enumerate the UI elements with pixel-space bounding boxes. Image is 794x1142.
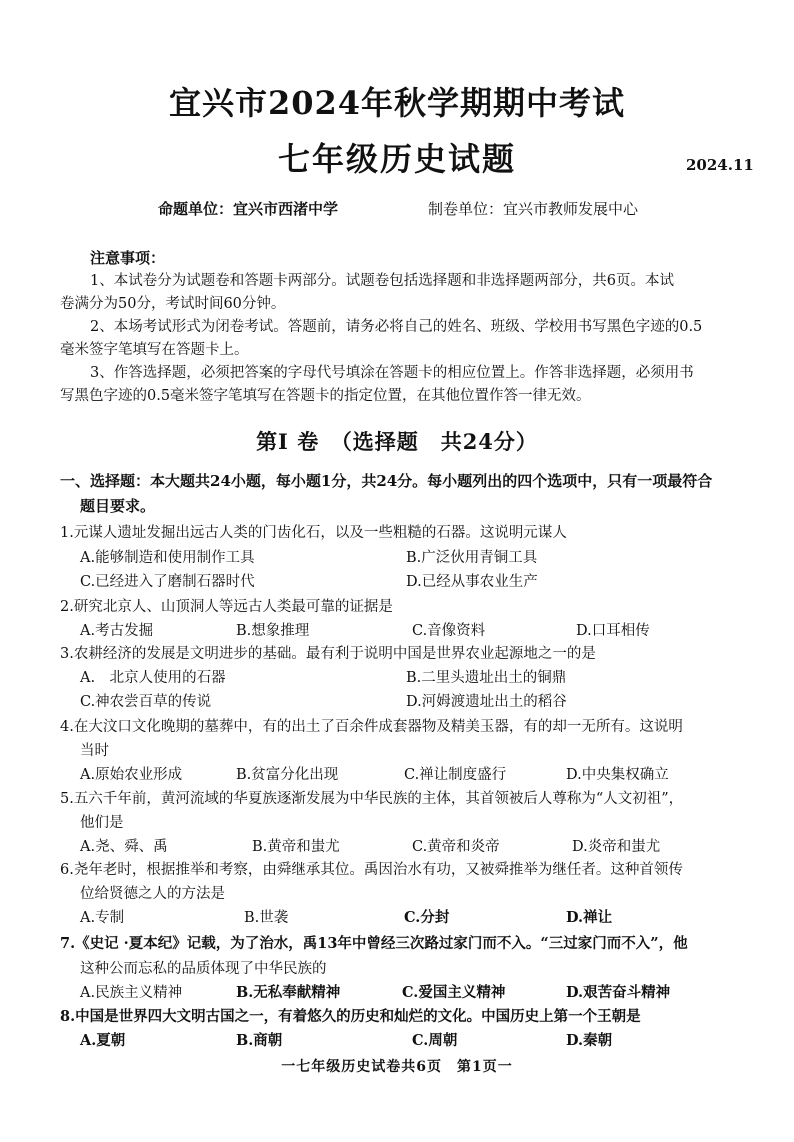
page-footer: 一七年级历史试卷共6页 第1页一 xyxy=(281,1059,513,1075)
question-5-stem-line1: 5.五六千年前，黄河流域的华夏族逐渐发展为中华民族的主体，其首领被后人尊称为“人文初祖”， xyxy=(60,791,684,807)
question-4-option-b: B.贫富分化出现 xyxy=(236,767,339,783)
question-5-option-d: D.炎帝和蚩尤 xyxy=(572,839,661,855)
setting-unit: 命题单位：宜兴市西渚中学 xyxy=(158,200,339,218)
question-5-option-c: C.黄帝和炎帝 xyxy=(412,839,500,855)
question-6-stem-line1: 6.尧年老时，根据推举和考察，由舜继承其位。禹因治水有功，又被舜推举为继任者。这种首领传 xyxy=(60,862,683,878)
question-7-option-d: D.艰苦奋斗精神 xyxy=(566,984,671,1001)
section-instructions-line2: 题目要求。 xyxy=(80,497,156,515)
question-4-option-c: C.禅让制度盛行 xyxy=(404,767,507,783)
question-8-stem: 8.中国是世界四大文明古国之一，有着悠久的历史和灿烂的文化。中国历史上第一个王朝是 xyxy=(60,1008,641,1025)
question-1-stem: 1.元谋人遗址发掘出远古人类的门齿化石，以及一些粗糙的石器。这说明元谋人 xyxy=(60,525,567,541)
question-3-option-a: A. 北京人使用的石器 xyxy=(80,670,226,686)
note-1-line1: 1、本试卷分为试题卷和答题卡两部分。试题卷包括选择题和非选择题两部分，共6页。本试 xyxy=(90,273,674,289)
question-6-option-a: A.专制 xyxy=(80,910,125,926)
question-3-option-b: B.二里头遗址出土的铜鼎 xyxy=(406,670,567,686)
question-1-option-d: D.已经从事农业生产 xyxy=(406,574,538,590)
question-6-stem-line2: 位给贤德之人的方法是 xyxy=(80,886,225,902)
question-1-option-a: A.能够制造和使用制作工具 xyxy=(80,550,255,566)
question-2-option-b: B.想象推理 xyxy=(236,623,310,639)
question-1-option-c: C.已经进入了磨制石器时代 xyxy=(80,574,255,590)
question-4-option-d: D.中央集权确立 xyxy=(566,767,669,783)
question-4-stem-line1: 4.在大汶口文化晚期的墓葬中，有的出土了百余件成套器物及精美玉器，有的却一无所有。这说明 xyxy=(60,719,683,735)
note-3-line2: 写黑色字迹的0.5毫米签字笔填写在答题卡的指定位置，在其他位置作答一律无效。 xyxy=(60,388,591,404)
question-2-option-d: D.口耳相传 xyxy=(576,623,650,639)
exam-subtitle: 七年级历史试题 xyxy=(277,140,516,178)
note-3-line1: 3、作答选择题，必须把答案的字母代号填涂在答题卡的相应位置上。作答非选择题，必须用书 xyxy=(90,365,694,381)
question-7-option-b: B.无私奉献精神 xyxy=(236,984,341,1001)
question-8-option-d: D.秦朝 xyxy=(566,1032,613,1049)
section-instructions-line1: 一、选择题：本大题共24小题，每小题1分，共24分。每小题列出的四个选项中，只有一项最符合 xyxy=(60,472,713,490)
question-2-option-c: C.音像资料 xyxy=(412,623,486,639)
question-7-option-a: A.民族主义精神 xyxy=(80,985,183,1001)
exam-date: 2024.11 xyxy=(686,156,754,174)
question-2-option-a: A.考古发掘 xyxy=(80,623,154,639)
question-3-stem: 3.农耕经济的发展是文明进步的基础。最有利于说明中国是世界农业起源地之一的是 xyxy=(60,646,596,662)
note-2-line1: 2、本场考试形式为闭卷考试。答题前，请务必将自己的姓名、班级、学校用书写黑色字迹的0.5 xyxy=(90,319,703,335)
question-8-option-a: A.夏朝 xyxy=(80,1032,126,1049)
question-7-option-c: C.爱国主义精神 xyxy=(402,984,506,1001)
question-7-stem-line2: 这种公而忘私的品质体现了中华民族的 xyxy=(80,961,327,977)
question-4-stem-line2: 当时 xyxy=(80,743,109,759)
question-6-option-c: C.分封 xyxy=(404,909,450,926)
question-1-option-b: B.广泛伙用青铜工具 xyxy=(406,550,538,566)
question-7-stem-line1: 7.《史记 ·夏本纪》记载，为了治水，禹13年中曾经三次路过家门而不入。“三过家门而不入”，他 xyxy=(60,935,688,952)
notes-heading: 注意事项： xyxy=(90,249,166,267)
question-6-option-d: D.禅让 xyxy=(566,909,613,926)
question-3-option-c: C.神农尝百草的传说 xyxy=(80,694,212,710)
question-4-option-a: A.原始农业形成 xyxy=(80,767,183,783)
printing-unit: 制卷单位：宜兴市教师发展中心 xyxy=(428,200,639,218)
section-title: 第I 卷 （选择题 共24分） xyxy=(256,429,538,454)
question-2-stem: 2.研究北京人、山顶洞人等远古人类最可靠的证据是 xyxy=(60,599,393,615)
exam-title: 宜兴市2024年秋学期期中考试 xyxy=(168,84,626,122)
question-8-option-c: C.周朝 xyxy=(412,1032,458,1049)
question-8-option-b: B.商朝 xyxy=(236,1032,283,1049)
question-5-option-a: A.尧、舜、禹 xyxy=(80,839,168,855)
question-3-option-d: D.河姆渡遗址出土的稻谷 xyxy=(406,694,567,710)
question-6-option-b: B.世袭 xyxy=(244,910,289,926)
question-5-stem-line2: 他们是 xyxy=(80,815,124,831)
note-2-line2: 毫米签字笔填写在答题卡上。 xyxy=(60,342,249,358)
note-1-line2: 卷满分为50分，考试时间60分钟。 xyxy=(60,296,286,312)
question-5-option-b: B.黄帝和蚩尤 xyxy=(252,839,340,855)
